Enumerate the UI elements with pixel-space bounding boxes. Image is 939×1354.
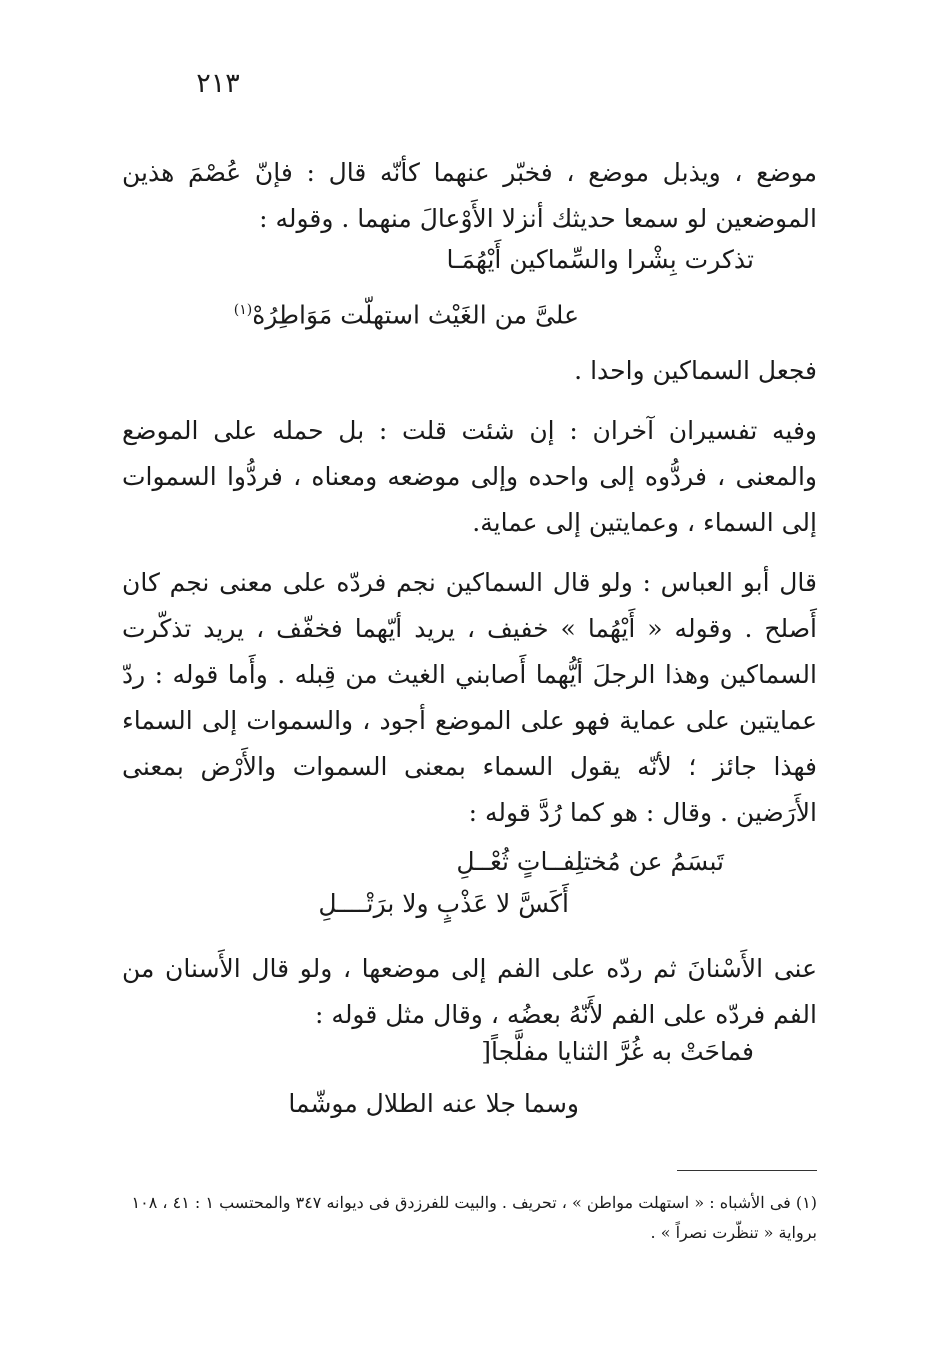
footnote-line-1: (١) فى الأشباه : « استهلت مواطن » ، تحريف . والبيت للفرزدق فى ديوانه ٣٤٧ والمحتسب ١ : ٤١ ، ١٠٨ bbox=[131, 1193, 817, 1212]
verse-1-second-hemistich bbox=[234, 290, 579, 335]
paragraph-3: وفيه تفسيران آخران : إن شئت قلت : بل حمله على الموضع والمعنى ، فردُّوه إلى واحده وإلى موضعه ومعناه ، فردُّوا السموات إلى السماء ، وعمايتين إلى عماية. bbox=[122, 416, 817, 537]
paragraph-4: قال أبو العباس : ولو قال السماكين نجم فردّه على معنى نجم كان أَصلح . وقوله « أَيْهُما » خفيف ، يريد أيّهما فخفّف ، يريد تذكّرت السماكين وهذا الرجلَ أيُّهما أَصابني الغيث من قِبله . وأَما قوله : ردّ عمايتين على عماية فهو على الموضع أجود ، والسموات إلى السماء فهذا جائز ؛ لأنّه يقول السماء بمعنى السموات والأَرْض بمعنى الأَرَضين . وقال : هو كما رُدَّ قوله : bbox=[122, 568, 817, 827]
paragraph-2: فجعل السماكين واحدا . bbox=[574, 356, 817, 385]
verse-1-first-hemistich: تذكرت بِشْرا والسِّماكين أَيْهُمَـا bbox=[446, 245, 754, 274]
paragraph-5: عنى الأَسْنانَ ثم ردّه على الفم إلى موضعها ، ولو قال الأَسنان من الفم فردّه على الفم لأَنّهُ بعضُه ، وقال مثل قوله : bbox=[122, 954, 817, 1029]
footnote-divider bbox=[677, 1170, 817, 1171]
verse-2-first-hemistich: تَبسَمُ عن مُختلِفــاتٍ ثُعْــلِ bbox=[456, 847, 724, 876]
footnote-line-2: برواية « تنظّرت نصراً » . bbox=[650, 1223, 817, 1242]
verse-3-second-hemistich: وسما جلا عنه الطلال موشّما bbox=[288, 1089, 579, 1118]
editorial-bracket: [ bbox=[481, 1037, 492, 1066]
verse-2-second-hemistich: أَكَسَّ لا عَذْبٍ ولا برَتْــــلِ bbox=[318, 889, 569, 918]
footnote-marker: (١) bbox=[233, 302, 253, 318]
verse-3-first-hemistich bbox=[475, 1032, 754, 1072]
verse-3-first-text: فماحَتْ به غُرَّ الثنايا مفلَّجاً bbox=[491, 1037, 754, 1066]
paragraph-1: موضع ، ويذبل موضع ، فخبّر عنهما كأنّه قال : فإنّ عُصْمَ هذين الموضعين لو سمعا حديثك أنزلا الأَوْعالَ منهما . وقوله : bbox=[122, 158, 817, 233]
verse-1-second-text: علىَّ من الغَيْث استهلّت مَوَاطِرُهْ bbox=[252, 300, 579, 330]
page-number: ٢١٣ bbox=[196, 68, 240, 99]
